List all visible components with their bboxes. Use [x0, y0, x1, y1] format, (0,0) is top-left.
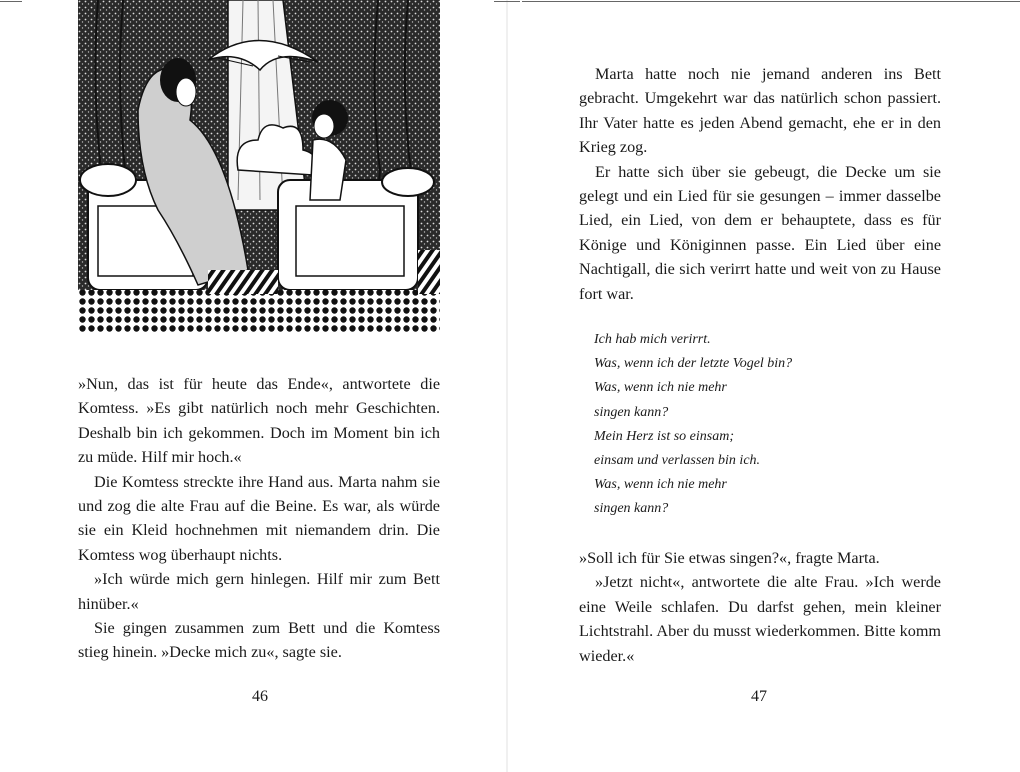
top-rule-left-2: [494, 1, 508, 2]
paragraph: Die Komtess streckte ihre Hand aus. Marta nahm sie und zog die alte Frau auf die Beine. Es war, als würde sie ein Kleid hochnehmen mit niemandem drin. Die Komtess wog überhaupt nichts.: [78, 472, 440, 564]
paragraph: Er hatte sich über sie gebeugt, die Decke um sie gelegt und ein Lied für sie gesungen – immer dasselbe Lied, ein Lied, von dem er behauptete, dass es für Könige und Königinnen passe. Ein Lied über eine Nachtigall, die sich verirrt hatte und weit von zu Hause fort war.: [579, 162, 941, 303]
paragraph: Marta hatte noch nie jemand anderen ins Bett gebracht. Umgekehrt war das natürlich schon passiert. Ihr Vater hatte es jeden Abend gemacht, ehe er in den Krieg zog.: [579, 65, 941, 157]
illustration-komtess-and-marta: [78, 0, 440, 333]
paragraph: »Jetzt nicht«, antwortete die alte Frau. »Ich werde eine Weile schlafen. Du darfst gehen, mein kleiner Lichtstrahl. Aber du musst wiederkommen. Bitte komm wieder.«: [579, 573, 941, 665]
verse-line: Mein Herz ist so einsam;: [594, 428, 734, 444]
right-page-text-bottom: [579, 546, 941, 668]
left-page: [0, 0, 508, 772]
paragraph: »Soll ich für Sie etwas singen?«, fragte Marta.: [579, 549, 880, 567]
top-rule-left: [0, 1, 22, 2]
right-page: [508, 0, 1020, 772]
paragraph: Sie gingen zusammen zum Bett und die Komtess stieg hinein. »Decke mich zu«, sagte sie.: [78, 619, 440, 662]
paragraph: »Ich würde mich gern hinlegen. Hilf mir zum Bett hinüber.«: [78, 570, 440, 613]
verse-line: Was, wenn ich nie mehr: [594, 477, 727, 493]
top-rule-right: [508, 1, 520, 2]
verse-line: einsam und verlassen bin ich.: [594, 453, 761, 469]
right-page-text-top: [579, 62, 941, 306]
paragraph: »Nun, das ist für heute das Ende«, antwortete die Komtess. »Es gibt natürlich noch mehr Geschichten. Deshalb bin ich gekommen. Doch im Moment bin ich zu müde. Hilf mir hoch.«: [78, 375, 440, 467]
verse-line: Ich hab mich verirrt.: [594, 332, 711, 347]
verse-line: Was, wenn ich der letzte Vogel bin?: [594, 356, 793, 372]
top-rule-right-2: [522, 1, 1020, 2]
page-number: 46: [252, 688, 268, 705]
verse-line: singen kann?: [594, 404, 669, 420]
left-page-text: [78, 372, 440, 665]
page-number: 47: [751, 688, 767, 705]
song-verse: [594, 328, 792, 522]
verse-line: singen kann?: [594, 501, 669, 517]
verse-line: Was, wenn ich nie mehr: [594, 380, 727, 396]
